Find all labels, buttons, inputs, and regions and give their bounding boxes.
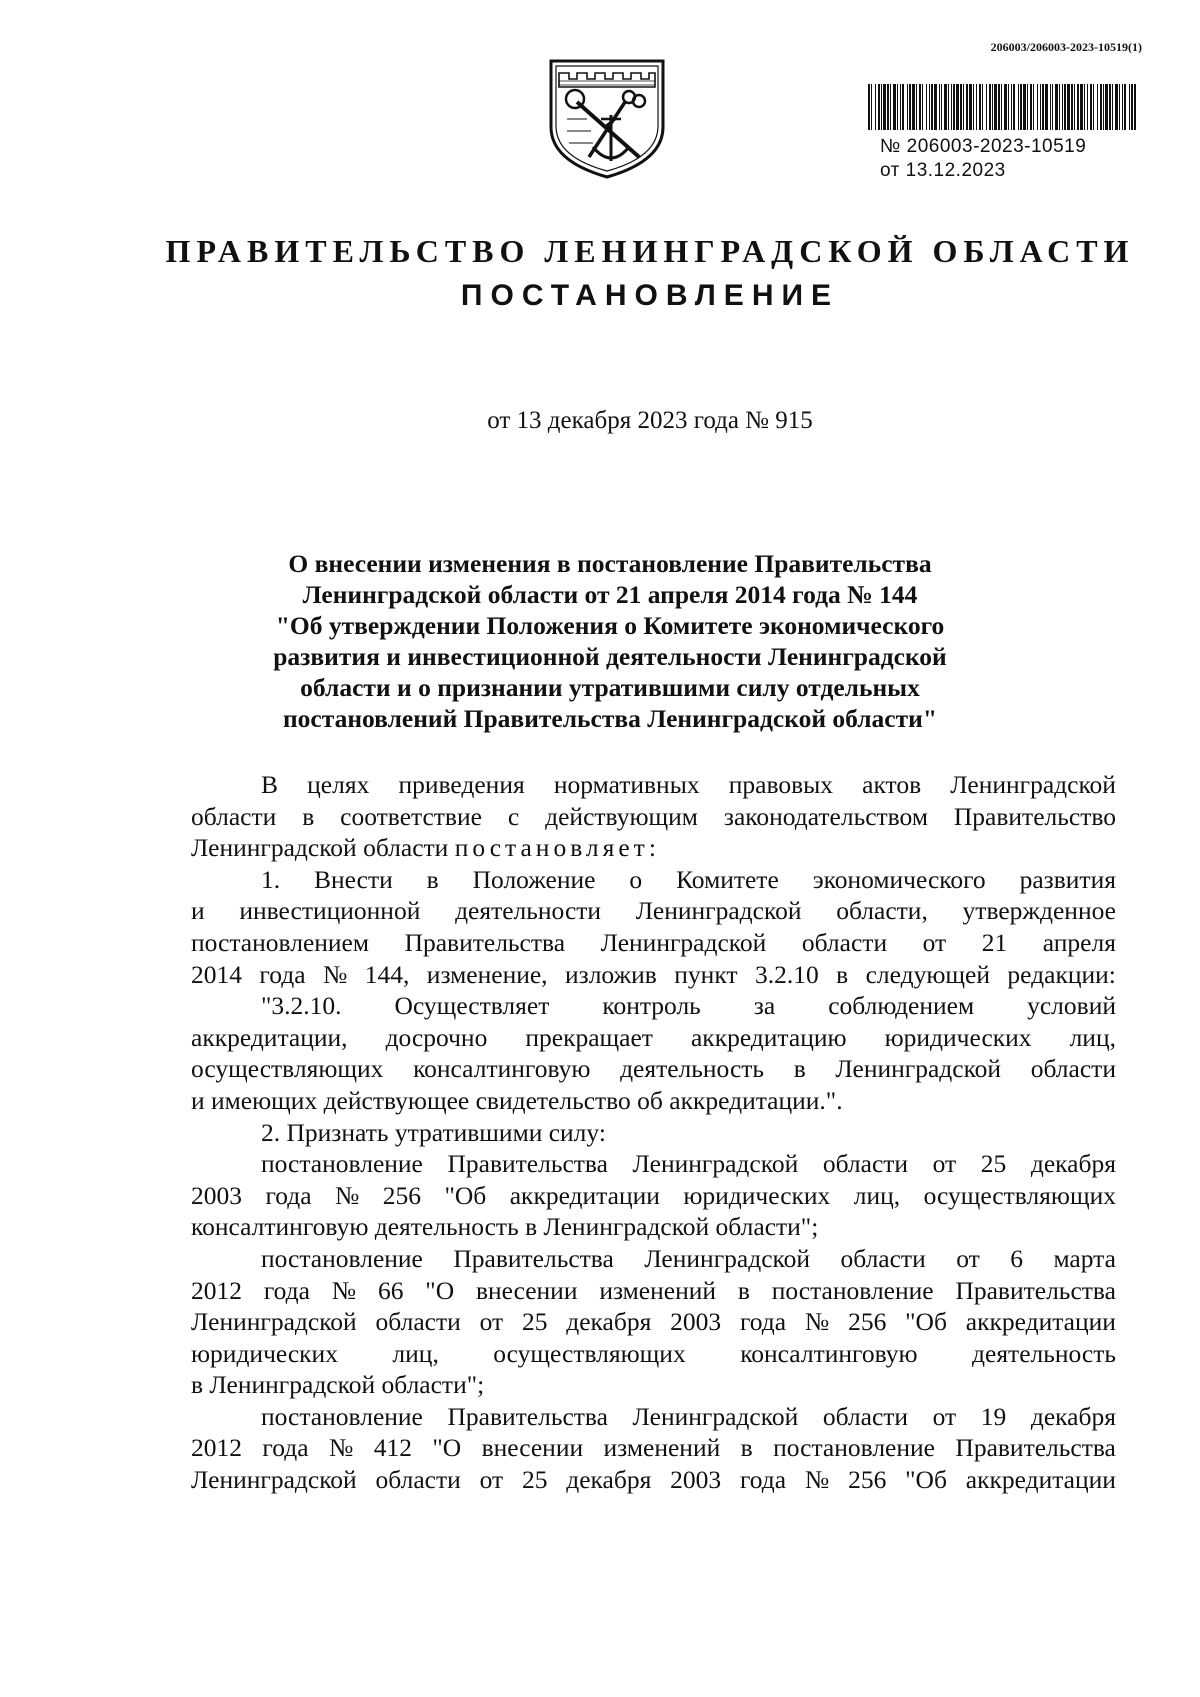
barcode-bar: [1100, 84, 1102, 130]
resolves-word: постановляет:: [454, 833, 660, 863]
barcode-bar: [1013, 84, 1015, 130]
barcode-bar: [881, 84, 882, 130]
barcode-bar: [1052, 84, 1053, 130]
barcode-bar: [973, 84, 974, 130]
barcode-bar: [1004, 84, 1007, 130]
document-subject: [200, 548, 1020, 734]
barcode-bar: [926, 84, 927, 130]
subject-line: О внесении изменения в постановление Правительства: [288, 549, 932, 578]
barcode-bar: [1090, 84, 1092, 130]
barcode-bar: [871, 84, 872, 130]
subject-line: постановлений Правительства Ленинградской области": [282, 704, 937, 733]
body-line: постановлением Правительства Ленинградской области от 21 апреля: [191, 927, 1116, 957]
body-line: области в соответствие с действующим законодательством Правительство: [191, 801, 1116, 831]
body-line: аккредитации, досрочно прекращает аккредитацию юридических лиц,: [191, 1022, 1116, 1052]
barcode-bar: [944, 84, 947, 130]
barcode-bar: [1103, 84, 1104, 130]
body-line: постановление Правительства Ленинградской области от 6 марта: [261, 1243, 1116, 1273]
barcode-bar: [1033, 84, 1034, 130]
barcode-bar: [1097, 84, 1098, 130]
barcode-bar: [1059, 84, 1060, 130]
body-line: 2003 года № 256 "Об аккредитации юридических лиц, осуществляющих: [191, 1180, 1116, 1210]
barcode-bar: [1119, 84, 1120, 130]
barcode-bar: [1018, 84, 1019, 130]
barcode-bar: [1011, 84, 1012, 130]
body-line: В целях приведения нормативных правовых актов Ленинградской: [261, 770, 1116, 799]
barcode-bar: [969, 84, 972, 130]
barcode-bar: [1131, 84, 1133, 130]
barcode-bar: [868, 84, 870, 130]
body-line: и имеющих действующее свидетельство об аккредитации.".: [191, 1085, 843, 1115]
registration-code: 206003/206003-2023-10519(1): [990, 40, 1142, 54]
barcode-bar: [1023, 84, 1026, 130]
barcode-bar: [941, 84, 942, 130]
barcode-bar: [912, 84, 915, 130]
barcode-icon: [868, 84, 1136, 130]
barcode-bar: [916, 84, 917, 130]
registration-stamp: [880, 135, 1086, 183]
body-text: Ленинградской области: [191, 833, 449, 863]
barcode-bar: [963, 84, 964, 130]
stamp-date: от 13.12.2023: [880, 160, 1006, 181]
barcode-bar: [890, 84, 891, 130]
document-body: [191, 769, 1116, 1496]
body-line: консалтинговую деятельность в Ленинградской области";: [191, 1212, 819, 1242]
barcode-bar: [1042, 84, 1044, 130]
barcode-bar: [875, 84, 876, 130]
barcode-bar: [966, 84, 968, 130]
body-line: и инвестиционной деятельности Ленинградской области, утвержденное: [191, 896, 1116, 926]
body-line: Ленинградской области от 25 декабря 2003 года № 256 "Об аккредитации: [191, 1307, 1116, 1337]
body-line: Ленинградской области от 25 декабря 2003 года № 256 "Об аккредитации: [191, 1465, 1116, 1495]
body-line: 2014 года № 144, изменение, изложив пункт 3.2.10 в следующей редакции:: [191, 959, 1116, 989]
body-line: 2. Признать утратившими силу:: [261, 1117, 606, 1147]
barcode-bar: [1112, 84, 1113, 130]
barcode-bar: [883, 84, 886, 130]
barcode-bar: [919, 84, 921, 130]
barcode-bar: [998, 84, 1000, 130]
barcode-bar: [1050, 84, 1051, 130]
barcode-bar: [1027, 84, 1028, 130]
barcode-bar: [897, 84, 898, 130]
barcode-bar: [1062, 84, 1063, 130]
body-line: постановление Правительства Ленинградской области от 19 декабря: [261, 1401, 1116, 1431]
body-line: в Ленинградской области";: [191, 1370, 485, 1400]
government-title: ПРАВИТЕЛЬСТВО ЛЕНИНГРАДСКОЙ ОБЛАСТИ: [165, 233, 1135, 269]
barcode-bar: [982, 84, 983, 130]
barcode-bar: [979, 84, 981, 130]
barcode-bar: [1064, 84, 1066, 130]
subject-line: Ленинградской области от 21 апреля 2014 года № 144: [302, 580, 918, 609]
barcode-bar: [1037, 84, 1038, 130]
body-line: постановление Правительства Ленинградской области от 25 декабря: [261, 1149, 1116, 1179]
body-line: 2012 года № 66 "О внесении изменений в постановление Правительства: [191, 1275, 1116, 1305]
barcode-bar: [1077, 84, 1079, 130]
barcode-bar: [1074, 84, 1075, 130]
barcode-bar: [887, 84, 889, 130]
barcode-bar: [1087, 84, 1088, 130]
barcode-bar: [1134, 84, 1136, 130]
barcode-bar: [1055, 84, 1058, 130]
barcode-bar: [956, 84, 959, 130]
body-line: "3.2.10. Осуществляет контроль за соблюдением условий: [261, 991, 1116, 1021]
barcode-bar: [1080, 84, 1083, 130]
barcode-bar: [994, 84, 997, 130]
coat-of-arms-icon: [547, 57, 667, 180]
barcode-bar: [1001, 84, 1002, 130]
barcode-bar: [1020, 84, 1022, 130]
barcode-bar: [1045, 84, 1048, 130]
barcode-bar: [939, 84, 940, 130]
barcode-bar: [960, 84, 962, 130]
subject-line: развития и инвестиционной деятельности Ленинградской: [273, 642, 947, 671]
document-type: ПОСТАНОВЛЕНИЕ: [460, 279, 840, 312]
body-line: [191, 832, 1116, 864]
body-line: 2012 года № 412 "О внесении изменений в постановление Правительства: [191, 1433, 1116, 1463]
body-line: осуществляющих консалтинговую деятельность в Ленинградской области: [191, 1054, 1116, 1084]
barcode-bar: [1093, 84, 1094, 130]
barcode-bar: [909, 84, 911, 130]
barcode-bar: [1008, 84, 1009, 130]
barcode-bar: [1040, 84, 1041, 130]
barcode-bar: [902, 84, 904, 130]
barcode-bar: [929, 84, 930, 130]
body-line: 1. Внести в Положение о Комитете экономического развития: [261, 864, 1116, 894]
barcode-bar: [878, 84, 880, 130]
barcode-bar: [1124, 84, 1126, 130]
barcode-bar: [951, 84, 952, 130]
barcode-bar: [976, 84, 977, 130]
barcode-bar: [1030, 84, 1032, 130]
barcode-bar: [1122, 84, 1123, 130]
barcode-bar: [922, 84, 923, 130]
barcode-bar: [953, 84, 955, 130]
barcode-bar: [992, 84, 993, 130]
stamp-number: № 206003-2023-10519: [880, 136, 1087, 157]
barcode-bar: [1084, 84, 1085, 130]
barcode-bar: [1067, 84, 1070, 130]
barcode-bar: [900, 84, 901, 130]
body-line: юридических лиц, осуществляющих консалтинговую деятельность: [191, 1338, 1116, 1368]
barcode-bar: [931, 84, 933, 130]
barcode-bar: [893, 84, 896, 130]
barcode-bar: [1115, 84, 1118, 130]
barcode-bar: [1071, 84, 1073, 130]
subject-line: "Об утверждении Положения о Комитете экономического: [275, 611, 945, 640]
barcode-bar: [986, 84, 987, 130]
barcode-bar: [1109, 84, 1111, 130]
barcode-bar: [907, 84, 908, 130]
barcode-bar: [948, 84, 949, 130]
barcode-bar: [989, 84, 991, 130]
barcode-bar: [1129, 84, 1130, 130]
barcode-bar: [934, 84, 937, 130]
document-date-number: от 13 декабря 2023 года № 915: [487, 407, 813, 434]
subject-line: области и о признании утратившими силу отдельных: [300, 673, 920, 702]
barcode-bar: [1105, 84, 1108, 130]
